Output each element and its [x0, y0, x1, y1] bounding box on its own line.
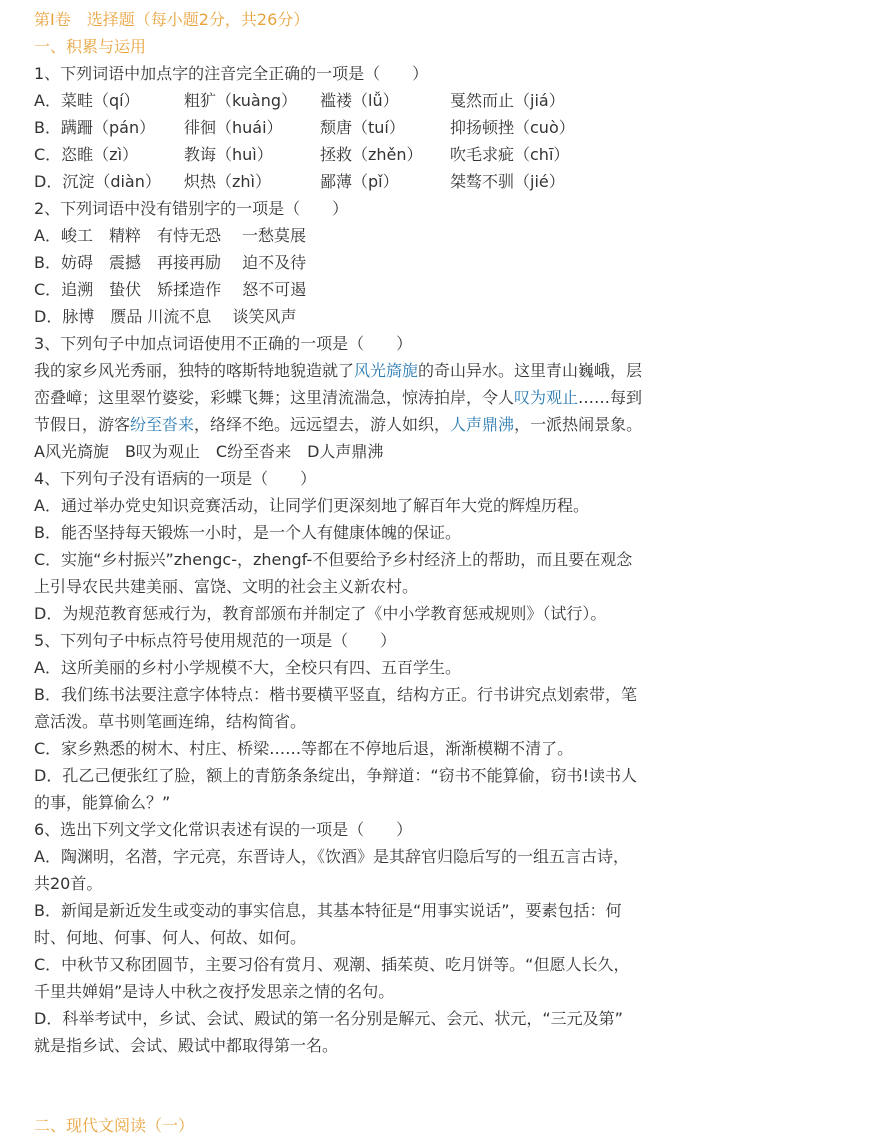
question-4-option-d: D．为规范教育惩戒行为，教育部颁布并制定了《中小学教育惩戒规则》（试行）。 [34, 604, 607, 623]
option-word: D．沉淀（diàn） [34, 172, 161, 191]
question-2-option-c: C．追溯 蛰伏 矫揉造作 怒不可遏 [34, 280, 307, 299]
question-6-option-c: C．中秋节又称团圆节，主要习俗有赏月、观潮、插茱萸、吃月饼等。“但愿人长久， [34, 955, 630, 974]
question-1-option-c [34, 145, 569, 165]
question-5-stem: 5、下列句子中标点符号使用规范的一项是（ ） [34, 631, 397, 650]
passage-text: 节假日，游客 [34, 415, 131, 434]
question-4-stem: 4、下列句子没有语病的一项是（ ） [34, 469, 317, 488]
question-1-stem: 1、下列词语中加点字的注音完全正确的一项是（ ） [34, 64, 429, 83]
question-6-option-b-cont: 时、何地、何事、何人、何故、如何。 [34, 928, 307, 947]
question-6-option-b: B．新闻是新近发生或变动的事实信息，其基本特征是“用事实说话”，要素包括：何 [34, 901, 622, 920]
question-5-option-b: B．我们练书法要注意字体特点：楷书要横平竖直，结构方正。行书讲究点划索带，笔 [34, 685, 637, 704]
question-1-option-b [34, 118, 575, 138]
question-3-stem: 3、下列句子中加点词语使用不正确的一项是（ ） [34, 334, 413, 353]
option-word: 抑扬顿挫（cuò） [450, 118, 575, 137]
section-title: 一、积累与运用 [34, 37, 147, 56]
highlighted-phrase: 纷至沓来 [130, 415, 195, 434]
option-word: B．蹒跚（pán） [34, 118, 156, 137]
option-word: C．恣睢（zì） [34, 145, 139, 164]
question-1-option-d [34, 172, 565, 192]
option-word: 教诲（huì） [184, 145, 273, 164]
passage-text: ，一派热闹景象。 [514, 415, 643, 434]
question-4-option-c-cont: 上引导农民共建美丽、富饶、文明的社会主义新农村。 [34, 577, 419, 596]
highlighted-phrase: 风光旖旎 [354, 361, 419, 380]
highlighted-phrase: 人声鼎沸 [450, 415, 515, 434]
question-6-option-a-cont: 共20首。 [34, 874, 103, 893]
question-5-option-a: A．这所美丽的乡村小学规模不大，全校只有四、五百学生。 [34, 658, 461, 677]
question-6-option-d: D．科举考试中，乡试、会试、殿试的第一名分别是解元、会元、状元，“三元及第” [34, 1009, 623, 1028]
question-4-option-b: B．能否坚持每天锻炼一小时，是一个人有健康体魄的保证。 [34, 523, 461, 542]
question-1-option-a [34, 91, 565, 111]
option-word: 鄙薄（pǐ） [320, 172, 399, 191]
question-3-options: A风光旖旎 B叹为观止 C纷至沓来 D人声鼎沸 [34, 442, 384, 461]
question-3-passage-line [34, 361, 642, 381]
question-3-passage-line [34, 415, 642, 435]
passage-text: ，络绎不绝。远远望去，游人如织， [194, 415, 451, 434]
volume-title: 第Ⅰ卷 选择题（每小题2分，共26分） [34, 10, 310, 29]
question-4-option-c: C．实施“乡村振兴”zhengc-，zhengf-不但要给予乡村经济上的帮助，而且要在观念 [34, 550, 633, 569]
question-5-option-c: C．家乡熟悉的树木、村庄、桥梁……等都在不停地后退，渐渐模糊不清了。 [34, 739, 574, 758]
option-word: 炽热（zhì） [184, 172, 271, 191]
option-word: 徘徊（huái） [184, 118, 283, 137]
option-word: 粗犷（kuàng） [184, 91, 298, 110]
question-4-option-a: A．通过举办党史知识竞赛活动，让同学们更深刻地了解百年大党的辉煌历程。 [34, 496, 589, 515]
question-5-option-d-cont: 的事，能算偷么？” [34, 793, 171, 812]
question-5-option-d: D．孔乙己便张红了脸，额上的青筋条条绽出，争辩道：“窃书不能算偷，窃书!读书人 [34, 766, 638, 785]
question-2-option-a: A．峻工 精粹 有恃无恐 一愁莫展 [34, 226, 307, 245]
option-word: 拯救（zhěn） [320, 145, 423, 164]
option-word: 戛然而止（jiá） [450, 91, 565, 110]
option-word: 桀骜不驯（jié） [450, 172, 565, 191]
passage-text: 我的家乡风光秀丽，独特的喀斯特地貌造就了 [34, 361, 355, 380]
passage-text: 峦叠嶂；这里翠竹婆娑，彩蝶飞舞；这里清流湍急，惊涛拍岸，令人 [34, 388, 515, 407]
question-2-stem: 2、下列词语中没有错别字的一项是（ ） [34, 199, 349, 218]
question-5-option-b-cont: 意活泼。草书则笔画连绵，结构简省。 [34, 712, 307, 731]
question-2-option-b: B．妨碍 震撼 再接再励 迫不及待 [34, 253, 307, 272]
question-2-option-d: D．脉博 赝品 川流不息 谈笑风声 [34, 307, 297, 326]
question-6-stem: 6、选出下列文学文化常识表述有误的一项是（ ） [34, 820, 413, 839]
passage-text: 的奇山异水。这里青山巍峨，层 [418, 361, 643, 380]
question-6-option-a: A．陶渊明，名潜，字元亮，东晋诗人，《饮酒》是其辞官归隐后写的一组五言古诗， [34, 847, 629, 866]
option-word: 颓唐（tuí） [320, 118, 405, 137]
highlighted-phrase: 叹为观止 [514, 388, 579, 407]
question-6-option-c-cont: 千里共婵娟”是诗人中秋之夜抒发思亲之情的名句。 [34, 982, 395, 1001]
question-6-option-d-cont: 就是指乡试、会试、殿试中都取得第一名。 [34, 1036, 339, 1055]
option-word: A．菜畦（qí） [34, 91, 140, 110]
option-word: 吹毛求疵（chī） [450, 145, 570, 164]
section-title: 二、现代文阅读（一） [34, 1116, 195, 1135]
option-word: 褴褛（lǚ） [320, 91, 399, 110]
question-3-passage-line [34, 388, 642, 408]
passage-text: ……每到 [578, 388, 643, 407]
